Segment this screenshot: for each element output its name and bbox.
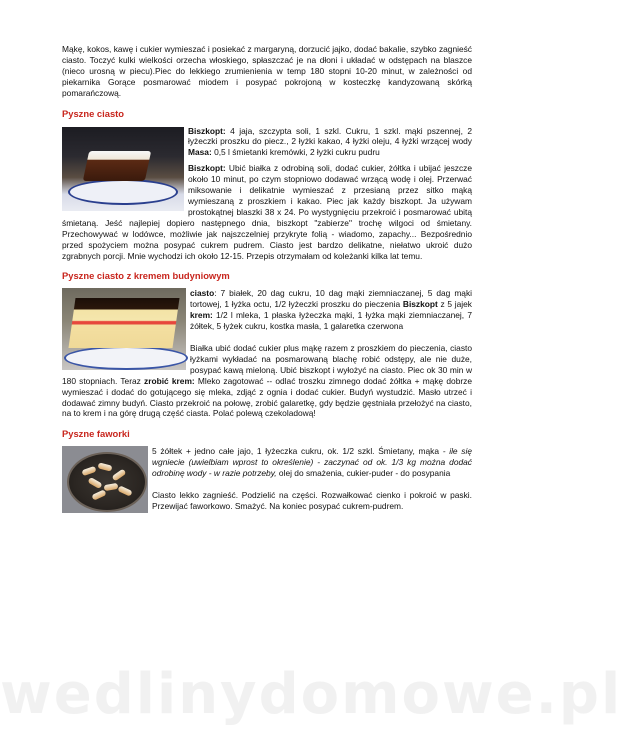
photo-layered-cake	[62, 288, 186, 370]
text-method: Ubić białka z odrobiną soli, dodać cukier, żółtka i ubijać jeszcze około 10 minut, po czym stopniowo dodawać wrzącą wodę i olej. Przerwać miksowanie i delikatnie wymieszać z przesianą przez sitko mąką wymieszaną z proszkiem i kakao. Piec jak każdy biszkopt. Ja używam prostokątnej blaszki 38 x 24. Po wystygnięciu przekroić i posmarować ubitą śmietaną. Jeść najlepiej dopiero następnego dnia, biszkopt "zabierze" trochę wilgoci od śmietany. Przechowywać w lodówce, możliwie jak najszczelniej przykryte folią - wiadomo, zapachy... Bezpośrednio przed spożyciem można posypać cukrem pudrem. Ciasto jest bardzo delikatne, niełatwo ukroić dużo zgrabnych porcji. Mnie wychodzi ich około 12-15. Przepis otrzymałam od koleżanki kilka lat temu.	[62, 163, 472, 261]
text-faworki-1: 5 żółtek + jedno całe jajo, 1 łyżeczka cukru, ok. 1/2 szkl. Śmietany, mąka	[152, 446, 440, 457]
plate-shape	[64, 346, 188, 370]
section-title-pyszne-ciasto: Pyszne ciasto	[62, 107, 125, 119]
section-title-ciasto-z-kremem: Pyszne ciasto z kremem budyniowym	[62, 270, 230, 282]
text-faworki-italic: - ile się wgniecie (uwielbiam wprost to określenie) - zaczynać od ok. 1/3 kg można dodać odrobinę wody - w razie potrzeby,	[152, 446, 472, 479]
label-zrobic-krem: zrobić krem:	[144, 375, 195, 386]
faworki-method: Ciasto lekko zagnieść. Podzielić na części. Rozwałkować cienko i pokroić w paski. Przewijać faworkowo. Smażyć. Na koniec posypać cukrem-pudrem.	[152, 490, 472, 511]
plate-shape	[67, 452, 147, 512]
label-masa: Masa:	[188, 147, 212, 158]
text-masa: 0,5 l śmietanki kremówki, 2 łyżki cukru pudru	[211, 147, 380, 158]
text-biszkopt-2: z 5 jajek	[437, 299, 472, 310]
plate-shape	[68, 179, 178, 205]
text-krem: 1/2 l mleka, 1 płaska łyżeczka mąki, 1 łyżka mąki ziemniaczanej, 7 żółtek, 5 łyżek cukru, kostka masła, 1 galaretka czerwona	[190, 310, 472, 332]
photo-faworki	[62, 446, 148, 513]
label-biszkopt-method: Biszkopt:	[188, 163, 226, 174]
label-biszkopt: Biszkopt:	[188, 125, 226, 136]
text-method-2: Białka ubić dodać cukier plus mąkę razem z proszkiem do pieczenia, ciasto łyżkami wykładać na posmarowaną blachę robić odstępy, ale nie duże, posypać kawą mieloną. Ubić biszkopt i wyłożyć na ciasto. Piec ok 30 min w 180 stopniach. Teraz	[62, 343, 472, 386]
label-krem: krem:	[190, 310, 213, 321]
cake-shape	[68, 298, 179, 348]
text-faworki-2: olej do smażenia, cukier-puder - do posypania	[276, 468, 451, 479]
section-title-faworki: Pyszne faworki	[62, 428, 130, 440]
text-krem-method: Mleko zagotować -- odlać troszku zimnego dodać żółtka + mąkę dobrze wymieszać i dodać do gotującego się mleka, zdjąć z ognia i dodać cukier. Budyń wystudzić. Masło utrzeć i dodawać zimny budyń. Ciasto przekroić na połowę, zrobić galaretkę, gdy będzie gęstniała przełożyć na ciasto, na to krem i na górę drugą część ciasta. Polać polewą czekoladową!	[62, 375, 472, 419]
document-page	[62, 44, 472, 516]
text-ciasto: : 7 białek, 20 dag cukru, 10 dag mąki ziemniaczanej, 5 dag mąki tortowej, 1 łyżka octu, 1/2 łyżeczki proszku do pieczenia	[190, 288, 472, 310]
intro-paragraph: Mąkę, kokos, kawę i cukier wymieszać i posiekać z margaryną, dorzucić jajko, dodać bakalie, szybko zagnieść ciasto. Toczyć kulki wielkości orzecha włoskiego, spłaszczać je na dłoni i układać w odstępach na blaszce (nieco urosną w piecu).Piec do lekkiego zrumienienia w temp 180 stopni 10-20 minut, w zależności od piekarnika Gorące posmarować miodem i posypać pokrojoną w kosteczkę kandyzowaną skórką pomarańczową.	[62, 44, 472, 98]
label-biszkopt-2: Biszkopt	[402, 299, 438, 310]
cake-shape	[83, 151, 151, 181]
photo-chocolate-cake	[62, 127, 184, 211]
watermark-text: wedlinydomowe.pl	[0, 662, 622, 727]
text-ingredients: 4 jaja, szczypta soli, 1 szkl. Cukru, 1 szkl. mąki pszennej, 2 łyżeczki proszku do piecz., 2 łyżki kakao, 4 łyżki oleju, 4 łyżki wrzącej wody	[188, 125, 472, 147]
label-ciasto: ciasto	[190, 288, 215, 299]
